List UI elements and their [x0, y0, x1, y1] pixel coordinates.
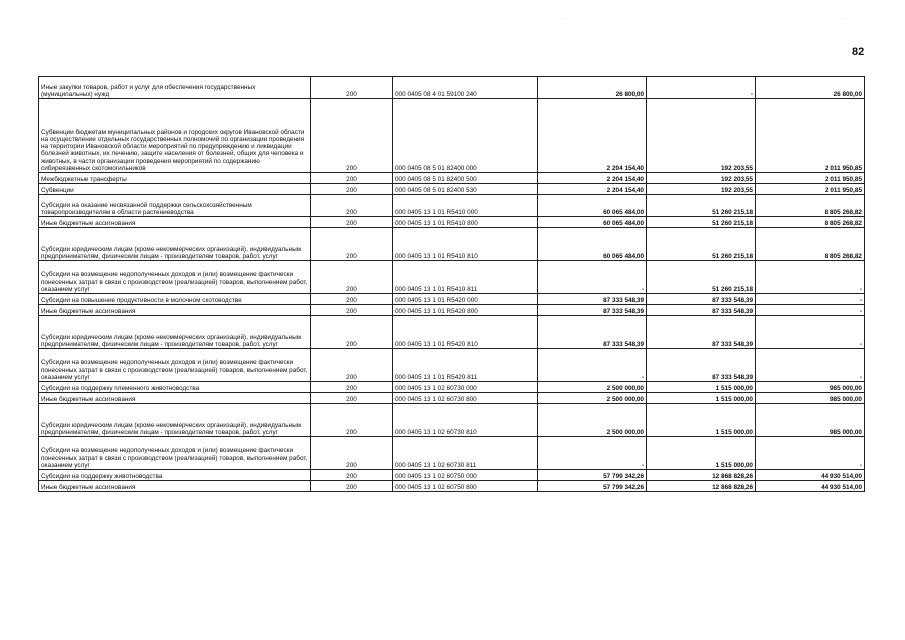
cell-approved-amount: 26 800,00 — [538, 77, 647, 99]
table-row — [39, 470, 865, 481]
cell-line-code: 200 — [311, 349, 393, 382]
cell-budget-code: 000 0405 13 1 02 60750 000 — [393, 470, 538, 481]
cell-approved-amount: 2 204 154,40 — [538, 99, 647, 173]
cell-line-code: 200 — [311, 184, 393, 195]
table-body — [39, 77, 865, 492]
cell-name: Субсидии на возмещение недополученных доходов и (или) возмещение фактически понесенных затрат в связи с производством (реализацией) товаров, выполнением работ, оказанием услуг — [39, 349, 311, 382]
cell-unexecuted-amount: 2 011 950,85 — [756, 173, 865, 184]
cell-approved-amount: 87 333 548,39 — [538, 294, 647, 305]
cell-name: Субсидии юридическим лицам (кроме некоммерческих организаций), индивидуальным предпринимателям, физическим лицам - производителям товаров, работ, услуг — [39, 316, 311, 349]
cell-executed-amount: 1 515 000,00 — [647, 382, 756, 393]
cell-name: Иные бюджетные ассигнования — [39, 217, 311, 228]
cell-executed-amount: 87 333 548,39 — [647, 349, 756, 382]
cell-budget-code: 000 0405 08 5 01 82400 530 — [393, 184, 538, 195]
cell-unexecuted-amount: 8 805 268,82 — [756, 228, 865, 261]
cell-budget-code: 000 0405 08 5 01 82400 500 — [393, 173, 538, 184]
table-row — [39, 184, 865, 195]
cell-line-code: 200 — [311, 228, 393, 261]
cell-budget-code: 000 0405 13 1 02 60730 811 — [393, 437, 538, 470]
table-row — [39, 393, 865, 404]
cell-line-code: 200 — [311, 404, 393, 437]
cell-budget-code: 000 0405 08 4 01 59100 240 — [393, 77, 538, 99]
cell-unexecuted-amount: - — [756, 261, 865, 294]
cell-approved-amount: 57 799 342,26 — [538, 470, 647, 481]
cell-approved-amount: 87 333 548,39 — [538, 316, 647, 349]
cell-approved-amount: 2 500 000,00 — [538, 404, 647, 437]
cell-line-code: 200 — [311, 470, 393, 481]
cell-name: Субсидии на поддержку животноводства — [39, 470, 311, 481]
cell-unexecuted-amount: 2 011 950,85 — [756, 99, 865, 173]
page-number: 82 — [852, 46, 865, 58]
cell-approved-amount: - — [538, 349, 647, 382]
budget-execution-table — [38, 76, 865, 492]
cell-budget-code: 000 0405 13 1 01 R5410 800 — [393, 217, 538, 228]
cell-executed-amount: 192 203,55 — [647, 184, 756, 195]
cell-name: Субсидии на возмещение недополученных доходов и (или) возмещение фактически понесенных затрат в связи с производством (реализацией) товаров, выполнением работ, оказанием услуг — [39, 261, 311, 294]
table-row — [39, 173, 865, 184]
table-row — [39, 305, 865, 316]
cell-unexecuted-amount: - — [756, 305, 865, 316]
table-row — [39, 481, 865, 492]
cell-line-code: 200 — [311, 316, 393, 349]
cell-name: Субсидии на повышение продуктивности в молочном скотоводстве — [39, 294, 311, 305]
cell-unexecuted-amount: 44 930 514,00 — [756, 481, 865, 492]
cell-unexecuted-amount: 26 800,00 — [756, 77, 865, 99]
cell-executed-amount: 192 203,55 — [647, 173, 756, 184]
cell-budget-code: 000 0405 13 1 01 R5410 810 — [393, 228, 538, 261]
cell-approved-amount: 2 500 000,00 — [538, 382, 647, 393]
cell-approved-amount: 60 065 484,00 — [538, 217, 647, 228]
cell-budget-code: 000 0405 13 1 01 R5410 811 — [393, 261, 538, 294]
cell-unexecuted-amount: 985 000,00 — [756, 382, 865, 393]
cell-name: Субсидии на возмещение недополученных доходов и (или) возмещение фактически понесенных затрат в связи с производством (реализацией) товаров, выполнением работ, оказанием услуг — [39, 437, 311, 470]
cell-executed-amount: 1 515 000,00 — [647, 404, 756, 437]
cell-budget-code: 000 0405 13 1 02 60730 000 — [393, 382, 538, 393]
cell-line-code: 200 — [311, 437, 393, 470]
table-row — [39, 77, 865, 99]
cell-line-code: 200 — [311, 261, 393, 294]
cell-budget-code: 000 0405 13 1 02 60730 810 — [393, 404, 538, 437]
cell-executed-amount: - — [647, 77, 756, 99]
cell-executed-amount: 1 515 000,00 — [647, 437, 756, 470]
cell-line-code: 200 — [311, 305, 393, 316]
scan-artifact: · · · — [840, 16, 848, 22]
cell-executed-amount: 1 515 000,00 — [647, 393, 756, 404]
cell-executed-amount: 87 333 548,39 — [647, 305, 756, 316]
cell-line-code: 200 — [311, 481, 393, 492]
cell-budget-code: 000 0405 13 1 01 R5420 810 — [393, 316, 538, 349]
cell-name: Иные закупки товаров, работ и услуг для обеспечения государственных (муниципальных) нужд — [39, 77, 311, 99]
cell-line-code: 200 — [311, 294, 393, 305]
cell-name: Субсидии юридическим лицам (кроме некоммерческих организаций), индивидуальным предпринимателям, физическим лицам - производителям товаров, работ, услуг — [39, 228, 311, 261]
table-row — [39, 261, 865, 294]
cell-unexecuted-amount: 8 805 268,82 — [756, 217, 865, 228]
cell-budget-code: 000 0405 13 1 02 60750 800 — [393, 481, 538, 492]
table-row — [39, 99, 865, 173]
cell-approved-amount: 57 799 342,26 — [538, 481, 647, 492]
cell-name: Субвенции бюджетам муниципальных районов и городских округов Ивановской области на осуществление отдельных государственных полномочий по организации проведения на территории Ивановской области мероприятий по предупреждению и ликвидации болезней животных, их лечению, защите населения от болезней, общих для человека и животных, в части организации проведения мероприятий по содержанию сибиреязвенных скотомогильников — [39, 99, 311, 173]
cell-unexecuted-amount: - — [756, 349, 865, 382]
cell-approved-amount: 60 065 484,00 — [538, 228, 647, 261]
scan-artifact: · · · — [560, 16, 568, 22]
cell-executed-amount: 51 260 215,18 — [647, 261, 756, 294]
cell-executed-amount: 87 333 548,39 — [647, 294, 756, 305]
cell-name: Иные бюджетные ассигнования — [39, 481, 311, 492]
cell-name: Субсидии на поддержку племенного животноводства — [39, 382, 311, 393]
cell-budget-code: 000 0405 13 1 01 R5420 800 — [393, 305, 538, 316]
cell-line-code: 200 — [311, 382, 393, 393]
table-row — [39, 316, 865, 349]
cell-line-code: 200 — [311, 393, 393, 404]
cell-unexecuted-amount: - — [756, 294, 865, 305]
cell-unexecuted-amount: 2 011 950,85 — [756, 184, 865, 195]
cell-name: Субвенции — [39, 184, 311, 195]
cell-executed-amount: 51 260 215,18 — [647, 228, 756, 261]
cell-budget-code: 000 0405 13 1 02 60730 800 — [393, 393, 538, 404]
cell-budget-code: 000 0405 08 5 01 82400 000 — [393, 99, 538, 173]
cell-name: Иные бюджетные ассигнования — [39, 393, 311, 404]
cell-executed-amount: 192 203,55 — [647, 99, 756, 173]
cell-executed-amount: 12 868 828,26 — [647, 470, 756, 481]
cell-line-code: 200 — [311, 195, 393, 217]
cell-approved-amount: - — [538, 437, 647, 470]
cell-approved-amount: 87 333 548,39 — [538, 305, 647, 316]
table-row — [39, 382, 865, 393]
cell-unexecuted-amount: 8 805 268,82 — [756, 195, 865, 217]
cell-budget-code: 000 0405 13 1 01 R5420 811 — [393, 349, 538, 382]
table-row — [39, 228, 865, 261]
cell-unexecuted-amount: - — [756, 316, 865, 349]
cell-name: Субсидии на оказание несвязанной поддержки сельскохозяйственным товаропроизводителям в области растениеводства — [39, 195, 311, 217]
cell-approved-amount: 2 204 154,40 — [538, 173, 647, 184]
table-row — [39, 294, 865, 305]
cell-name: Субсидии юридическим лицам (кроме некоммерческих организаций), индивидуальным предпринимателям, физическим лицам - производителям товаров, работ, услуг — [39, 404, 311, 437]
table-row — [39, 217, 865, 228]
cell-name: Межбюджетные трансферты — [39, 173, 311, 184]
cell-line-code: 200 — [311, 77, 393, 99]
table-row — [39, 349, 865, 382]
cell-approved-amount: 2 204 154,40 — [538, 184, 647, 195]
cell-executed-amount: 51 260 215,18 — [647, 217, 756, 228]
table-row — [39, 404, 865, 437]
cell-executed-amount: 12 868 828,26 — [647, 481, 756, 492]
cell-line-code: 200 — [311, 217, 393, 228]
cell-name: Иные бюджетные ассигнования — [39, 305, 311, 316]
cell-line-code: 200 — [311, 99, 393, 173]
cell-unexecuted-amount: 985 000,00 — [756, 393, 865, 404]
cell-budget-code: 000 0405 13 1 01 R5410 000 — [393, 195, 538, 217]
cell-approved-amount: 60 065 484,00 — [538, 195, 647, 217]
cell-executed-amount: 51 260 215,18 — [647, 195, 756, 217]
cell-executed-amount: 87 333 548,39 — [647, 316, 756, 349]
cell-unexecuted-amount: 985 000,00 — [756, 404, 865, 437]
cell-unexecuted-amount: 44 930 514,00 — [756, 470, 865, 481]
table-row — [39, 195, 865, 217]
cell-unexecuted-amount: - — [756, 437, 865, 470]
cell-budget-code: 000 0405 13 1 01 R5420 000 — [393, 294, 538, 305]
table-row — [39, 437, 865, 470]
cell-approved-amount: - — [538, 261, 647, 294]
cell-line-code: 200 — [311, 173, 393, 184]
cell-approved-amount: 2 500 000,00 — [538, 393, 647, 404]
